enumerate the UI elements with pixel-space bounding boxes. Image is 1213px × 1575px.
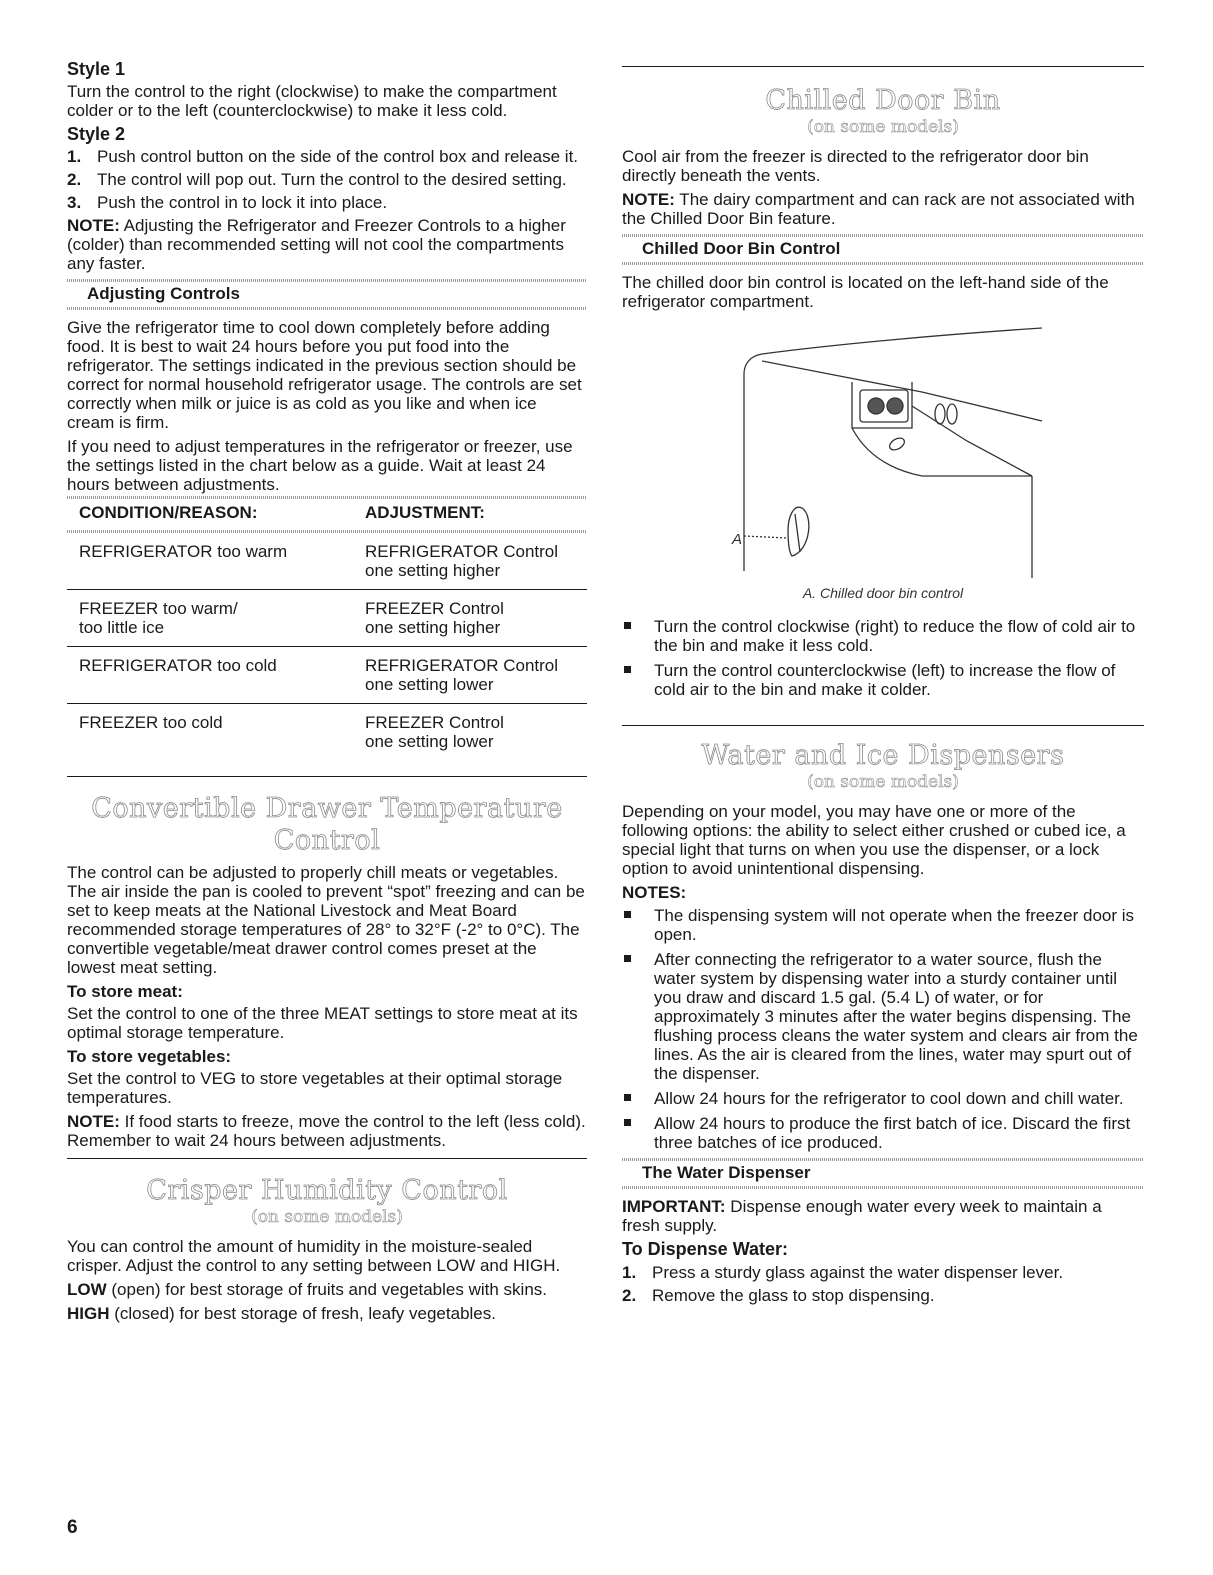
store-meat-text: Set the control to one of the three MEAT settings to store meat at its optimal storage temperature. [67, 1004, 578, 1042]
right-column [622, 66, 1144, 1309]
adjustment-table [67, 499, 587, 760]
table-row: REFRIGERATOR too warm REFRIGERATOR Control one setting higher [67, 533, 587, 590]
convertible-section-rule [67, 776, 587, 777]
note-chilled: NOTE: The dairy compartment and can rack are not associated with the Chilled Door Bin feature. [622, 190, 1135, 228]
convertible-heading: Convertible Drawer Temperature Control [91, 793, 563, 856]
chilled-control-paragraph: The chilled door bin control is located on the left-hand side of the refrigerator compartment. [622, 273, 1109, 311]
left-column [67, 58, 587, 1328]
crisper-section-rule [67, 1158, 587, 1159]
chilled-subheading: (on some models) [807, 117, 959, 137]
step-item: 2. Remove the glass to stop dispensing. [622, 1286, 935, 1305]
list-item: The dispensing system will not operate when the freezer door is open. [622, 906, 1144, 944]
store-veg-heading: To store vegetables: [67, 1047, 232, 1066]
note-convertible: NOTE: If food starts to freeze, move the control to the left (less cold). Remember to wait 24 hours between adjustments. [67, 1112, 586, 1150]
figure-caption: A. Chilled door bin control [802, 585, 964, 601]
notes-heading: NOTES: [622, 883, 687, 902]
step-item: 3. Push the control in to lock it into place. [67, 193, 388, 212]
style1-heading: Style 1 [67, 59, 126, 79]
table-header-condition: CONDITION/REASON: [79, 503, 258, 522]
crisper-subheading: (on some models) [251, 1207, 403, 1227]
chilled-section-rule [622, 66, 1144, 67]
low-setting: LOW (open) for best storage of fruits and vegetables with skins. [67, 1280, 547, 1299]
water-heading: Water and Ice Dispensers [701, 740, 1065, 771]
style2-steps [67, 147, 587, 212]
store-meat-heading: To store meat: [67, 982, 183, 1001]
chilled-door-bin-figure [622, 316, 1144, 578]
chilled-control-heading: Chilled Door Bin Control [622, 234, 1144, 265]
table-header-adjustment: ADJUSTMENT: [365, 503, 485, 522]
figure-label-a: A [732, 531, 743, 548]
crisper-paragraph: You can control the amount of humidity in the moisture-sealed crisper. Adjust the control to any setting between LOW and HIGH. [67, 1237, 561, 1275]
list-item: Allow 24 hours to produce the first batch of ice. Discard the first three batches of ice produced. [622, 1114, 1144, 1152]
adjusting-paragraph-1: Give the refrigerator time to cool down completely before adding food. It is best to wait 24 hours before you put food into the refrigerator. The settings indicated in the previous section should be correct for normal household refrigerator usage. The controls are set correctly when milk or juice is as cold as you like and when ice cream is firm. [67, 318, 582, 432]
style2-heading: Style 2 [67, 124, 126, 144]
list-item: After connecting the refrigerator to a water source, flush the water system by dispensing water into a sturdy container until you draw and discard 1.5 gal. (5.4 L) of water, or for approximately 3 minutes after the water begins dispensing. The flushing process cleans the water system and clears air from the lines. As the air is cleared from the lines, water may spurt out of the dispenser. [622, 950, 1144, 1083]
list-item: Allow 24 hours for the refrigerator to cool down and chill water. [622, 1089, 1144, 1108]
list-item: Turn the control counterclockwise (left) to increase the flow of cold air to the bin and make it colder. [622, 661, 1144, 699]
note-adjusting: NOTE: Adjusting the Refrigerator and Freezer Controls to a higher (colder) than recommended setting will not cool the compartments any faster. [67, 216, 566, 273]
water-paragraph: Depending on your model, you may have one or more of the following options: the ability to select either crushed or cubed ice, a special light that turns on when you use the dispenser, or a lock option to avoid unintentional dispensing. [622, 802, 1126, 878]
adjusting-controls-heading: Adjusting Controls [67, 279, 587, 310]
adjusting-paragraph-2: If you need to adjust temperatures in the refrigerator or freezer, use the settings listed in the chart below as a guide. Wait at least 24 hours between adjustments. [67, 437, 573, 494]
step-item: 2. The control will pop out. Turn the control to the desired setting. [67, 170, 567, 189]
table-row: FREEZER too warm/ too little ice FREEZER Control one setting higher [67, 590, 587, 647]
high-setting: HIGH (closed) for best storage of fresh, leafy vegetables. [67, 1304, 496, 1323]
dispense-steps [622, 1263, 1144, 1305]
important-note: IMPORTANT: Dispense enough water every week to maintain a fresh supply. [622, 1197, 1102, 1235]
chilled-bullets [622, 617, 1144, 699]
page-number: 6 [67, 1517, 78, 1538]
list-item: Turn the control clockwise (right) to reduce the flow of cold air to the bin and make it less cold. [622, 617, 1144, 655]
crisper-heading: Crisper Humidity Control [146, 1175, 508, 1206]
table-row: REFRIGERATOR too cold REFRIGERATOR Control one setting lower [67, 647, 587, 704]
dispense-water-heading: To Dispense Water: [622, 1239, 789, 1259]
water-section-rule [622, 725, 1144, 726]
style1-text: Turn the control to the right (clockwise) to make the compartment colder or to the left (counterclockwise) to make it less cold. [67, 82, 557, 120]
table-row: FREEZER too cold FREEZER Control one setting lower [79, 713, 504, 751]
chilled-paragraph: Cool air from the freezer is directed to the refrigerator door bin directly beneath the vents. [622, 147, 1089, 185]
water-dispenser-heading: The Water Dispenser [622, 1158, 1144, 1189]
water-subheading: (on some models) [807, 772, 959, 792]
step-item: 1. Push control button on the side of the control box and release it. [67, 147, 579, 166]
step-item: 1. Press a sturdy glass against the water dispenser lever. [622, 1263, 1064, 1282]
store-veg-text: Set the control to VEG to store vegetables at their optimal storage temperatures. [67, 1069, 563, 1107]
notes-bullets [622, 906, 1144, 1152]
convertible-paragraph: The control can be adjusted to properly chill meats or vegetables. The air inside the pan is cooled to prevent “spot” freezing and can be set to keep meats at the National Livestock and Meat Board recommended storage temperatures of 28° to 32°F (-2° to 0°C). The convertible vegetable/meat drawer control comes preset at the lowest meat setting. [67, 863, 585, 977]
chilled-heading: Chilled Door Bin [765, 85, 1001, 116]
